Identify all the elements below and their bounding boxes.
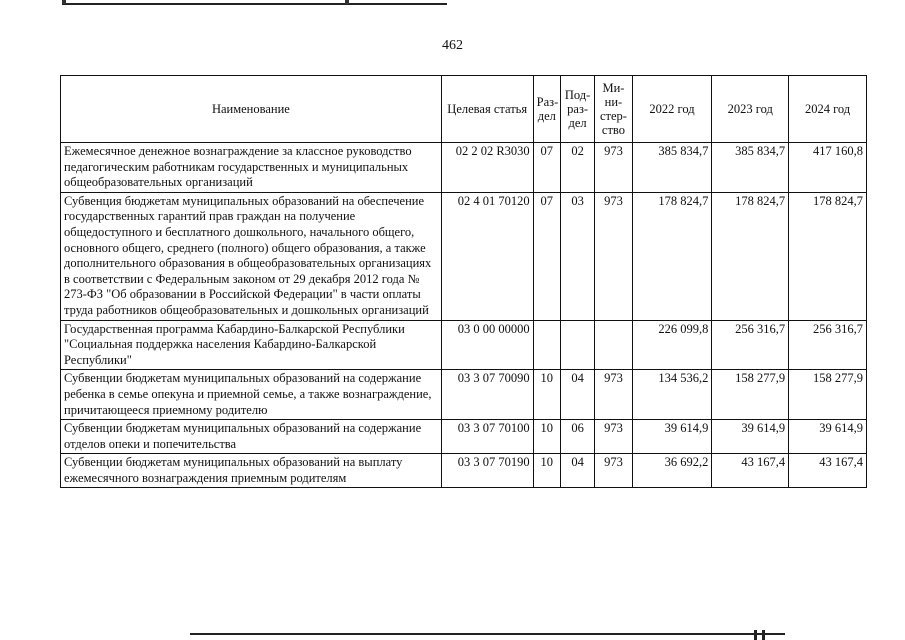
row-2023: 178 824,7 xyxy=(712,192,789,320)
row-2023: 39 614,9 xyxy=(712,420,789,454)
row-section: 10 xyxy=(533,420,560,454)
table-row xyxy=(61,370,867,420)
header-section: Раз-дел xyxy=(533,76,560,143)
row-2023: 256 316,7 xyxy=(712,320,789,370)
row-ministry xyxy=(595,320,632,370)
table-row xyxy=(61,420,867,454)
row-subsection: 04 xyxy=(560,370,594,420)
row-subsection: 04 xyxy=(560,454,594,488)
row-name: Субвенции бюджетам муниципальных образований на выплату ежемесячного вознаграждения приемным родителям xyxy=(61,454,442,488)
row-2024: 158 277,9 xyxy=(789,370,867,420)
page-number: 462 xyxy=(442,38,463,53)
row-name: Субвенции бюджетам муниципальных образований на содержание отделов опеки и попечительства xyxy=(61,420,442,454)
row-subsection: 06 xyxy=(560,420,594,454)
row-2022: 226 099,8 xyxy=(632,320,712,370)
budget-table xyxy=(60,75,867,488)
row-ministry: 973 xyxy=(595,192,632,320)
row-subsection: 03 xyxy=(560,192,594,320)
row-ministry: 973 xyxy=(595,454,632,488)
row-name: Ежемесячное денежное вознаграждение за классное руководство педагогическим работникам государственных и муниципальных общеобразовательных организаций xyxy=(61,143,442,193)
row-section: 10 xyxy=(533,370,560,420)
row-name: Государственная программа Кабардино-Балкарской Республики "Социальная поддержка населения Кабардино-Балкарской Республики" xyxy=(61,320,442,370)
row-code: 03 3 07 70100 xyxy=(441,420,533,454)
scan-artifact-dot xyxy=(345,0,349,4)
row-ministry: 973 xyxy=(595,143,632,193)
scan-artifact-bottom xyxy=(190,633,785,635)
row-section: 10 xyxy=(533,454,560,488)
row-2024: 417 160,8 xyxy=(789,143,867,193)
header-subsection: Под-раз-дел xyxy=(560,76,594,143)
table-row xyxy=(61,320,867,370)
row-name: Субвенции бюджетам муниципальных образований на содержание ребенка в семье опекуна и приемной семье, а также вознаграждение, причитающееся приемному родителю xyxy=(61,370,442,420)
row-section: 07 xyxy=(533,192,560,320)
table-row xyxy=(61,192,867,320)
scan-artifact-top xyxy=(62,0,447,5)
scan-artifact-tick xyxy=(762,630,765,640)
row-section xyxy=(533,320,560,370)
row-2022: 39 614,9 xyxy=(632,420,712,454)
header-2023: 2023 год xyxy=(712,76,789,143)
row-code: 03 0 00 00000 xyxy=(441,320,533,370)
row-2023: 43 167,4 xyxy=(712,454,789,488)
table-row xyxy=(61,454,867,488)
row-2024: 256 316,7 xyxy=(789,320,867,370)
row-name: Субвенция бюджетам муниципальных образований на обеспечение государственных гарантий прав граждан на получение общедоступного и бесплатного дошкольного, начального общего, основного общего, среднего (полного) общего образования, а также дополнительного образования в общеобразовательных организациях в соответствии с Федеральным законом от 29 декабря 2012 года № 273-ФЗ "Об образовании в Российской Федерации" в части оплаты труда работников общеобразовательных и дошкольных организаций xyxy=(61,192,442,320)
row-ministry: 973 xyxy=(595,370,632,420)
row-2023: 385 834,7 xyxy=(712,143,789,193)
scan-artifact-dot xyxy=(62,0,66,4)
table-header-row xyxy=(61,76,867,143)
table-row xyxy=(61,143,867,193)
header-2024: 2024 год xyxy=(789,76,867,143)
row-2023: 158 277,9 xyxy=(712,370,789,420)
row-section: 07 xyxy=(533,143,560,193)
row-code: 02 2 02 R3030 xyxy=(441,143,533,193)
header-2022: 2022 год xyxy=(632,76,712,143)
row-2022: 36 692,2 xyxy=(632,454,712,488)
row-2024: 39 614,9 xyxy=(789,420,867,454)
row-subsection xyxy=(560,320,594,370)
row-2022: 134 536,2 xyxy=(632,370,712,420)
header-ministry: Ми-ни-стер-ство xyxy=(595,76,632,143)
row-code: 03 3 07 70090 xyxy=(441,370,533,420)
row-code: 02 4 01 70120 xyxy=(441,192,533,320)
row-2022: 385 834,7 xyxy=(632,143,712,193)
row-2024: 178 824,7 xyxy=(789,192,867,320)
header-name: Наименование xyxy=(61,76,442,143)
row-2022: 178 824,7 xyxy=(632,192,712,320)
scan-artifact-tick xyxy=(754,630,757,640)
row-subsection: 02 xyxy=(560,143,594,193)
row-ministry: 973 xyxy=(595,420,632,454)
row-code: 03 3 07 70190 xyxy=(441,454,533,488)
row-2024: 43 167,4 xyxy=(789,454,867,488)
header-target: Целевая статья xyxy=(441,76,533,143)
